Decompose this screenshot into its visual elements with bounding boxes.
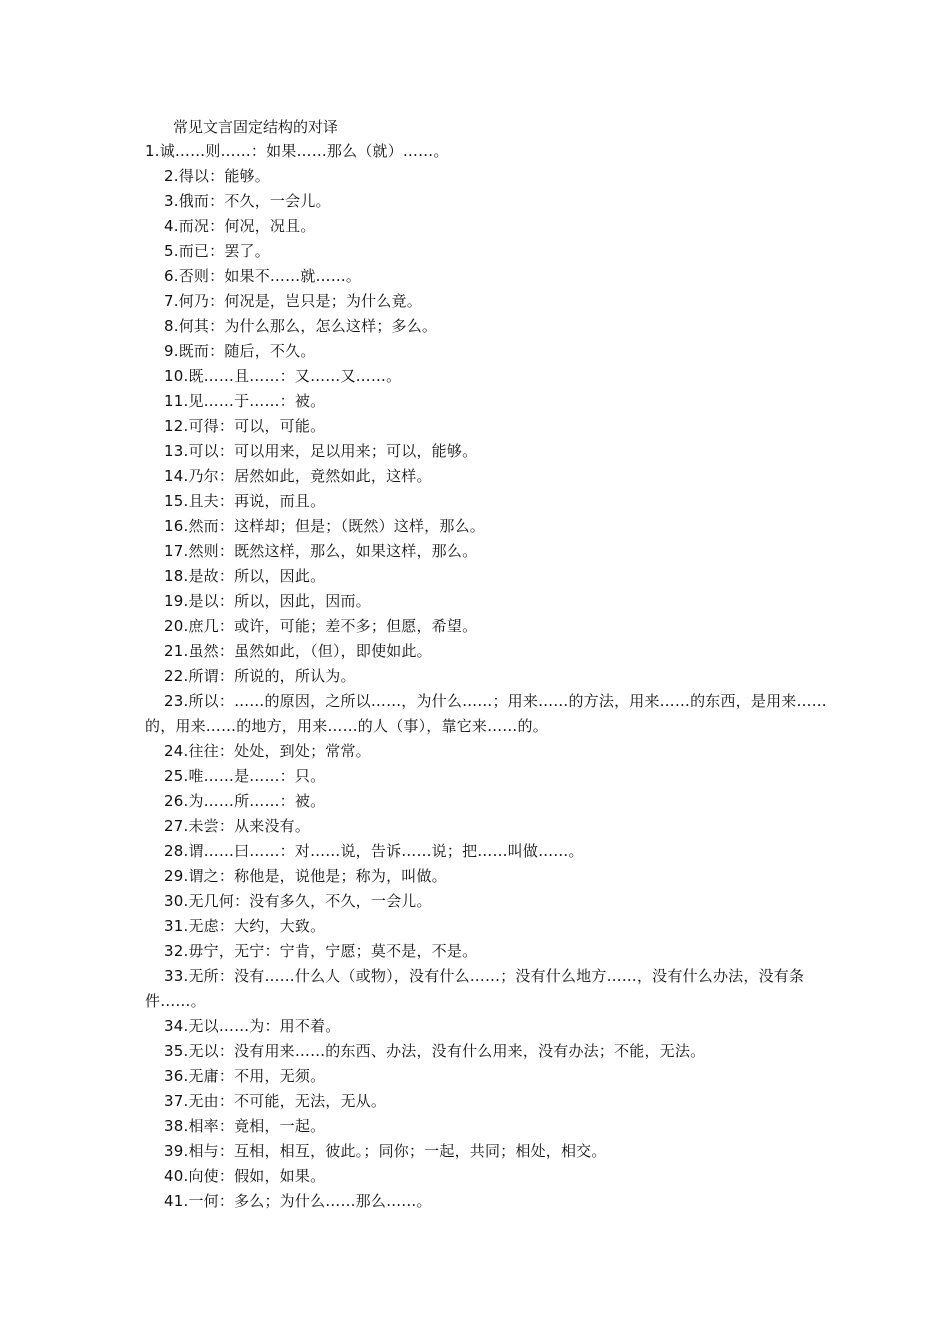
list-item xyxy=(145,664,835,689)
entry-text: 然而：这样却；但是；（既然）这样，那么。 xyxy=(188,517,485,535)
entry-number: 14. xyxy=(164,467,189,485)
list-item xyxy=(145,839,835,864)
entry-number: 33. xyxy=(164,967,189,985)
entry-text: 何乃：何况是，岂只是；为什么竟。 xyxy=(178,292,422,310)
list-item xyxy=(145,764,835,789)
entry-number: 35. xyxy=(164,1042,189,1060)
entry-text: 诚……则……：如果……那么（就）……。 xyxy=(159,142,449,160)
list-item xyxy=(145,139,835,164)
entry-text: 无庸：不用，无须。 xyxy=(188,1067,326,1085)
entry-number: 29. xyxy=(164,867,189,885)
list-item xyxy=(145,489,835,514)
list-item xyxy=(145,1114,835,1139)
list-item xyxy=(145,239,835,264)
list-item xyxy=(145,614,835,639)
list-item xyxy=(145,814,835,839)
entry-text: 可得：可以，可能。 xyxy=(188,417,326,435)
list-item xyxy=(145,439,835,464)
entry-text: 虽然：虽然如此，（但），即使如此。 xyxy=(188,642,432,660)
entry-text: 谓……曰……：对……说，告诉……说；把……叫做……。 xyxy=(188,842,584,860)
entry-number: 38. xyxy=(164,1117,189,1135)
entry-text: 相率：竟相，一起。 xyxy=(188,1117,326,1135)
entry-text: 谓之：称他是，说他是；称为，叫做。 xyxy=(188,867,447,885)
list-item xyxy=(145,964,835,1014)
list-item xyxy=(145,939,835,964)
entry-number: 28. xyxy=(164,842,189,860)
entry-text: 而已：罢了。 xyxy=(178,242,270,260)
entry-list xyxy=(145,139,835,1214)
entry-number: 39. xyxy=(164,1142,189,1160)
entry-text: 唯……是……：只。 xyxy=(188,767,326,785)
list-item xyxy=(145,1014,835,1039)
entry-number: 22. xyxy=(164,667,189,685)
entry-number: 37. xyxy=(164,1092,189,1110)
entry-text: 所以：……的原因，之所以……，为什么……；用来……的方法，用来……的东西，是用来……的，用来……的地方，用来……的人（事），靠它来……的。 xyxy=(145,692,827,735)
entry-number: 34. xyxy=(164,1017,189,1035)
list-item xyxy=(145,464,835,489)
entry-number: 31. xyxy=(164,917,189,935)
entry-number: 4. xyxy=(164,217,179,235)
entry-number: 8. xyxy=(164,317,179,335)
list-item xyxy=(145,689,835,739)
entry-text: 得以：能够。 xyxy=(178,167,270,185)
entry-text: 何其：为什么那么，怎么这样；多么。 xyxy=(178,317,438,335)
entry-number: 23. xyxy=(164,692,189,710)
list-item xyxy=(145,314,835,339)
list-item xyxy=(145,289,835,314)
entry-text: 既而：随后，不久。 xyxy=(178,342,316,360)
list-item xyxy=(145,589,835,614)
list-item xyxy=(145,214,835,239)
entry-number: 25. xyxy=(164,767,189,785)
entry-number: 3. xyxy=(164,192,179,210)
entry-number: 6. xyxy=(164,267,179,285)
list-item xyxy=(145,639,835,664)
entry-text: 俄而：不久，一会儿。 xyxy=(178,192,331,210)
entry-text: 无所：没有……什么人（或物），没有什么……；没有什么地方……，没有什么办法，没有条件……。 xyxy=(145,967,805,1010)
list-item xyxy=(145,1089,835,1114)
list-item xyxy=(145,1139,835,1164)
entry-text: 相与：互相，相互，彼此。；同你；一起，共同；相处，相交。 xyxy=(188,1142,607,1160)
entry-text: 且夫：再说，而且。 xyxy=(188,492,326,510)
entry-number: 41. xyxy=(164,1192,189,1210)
entry-number: 16. xyxy=(164,517,189,535)
entry-text: 可以：可以用来，足以用来；可以，能够。 xyxy=(188,442,478,460)
entry-number: 40. xyxy=(164,1167,189,1185)
entry-text: 无由：不可能，无法，无从。 xyxy=(188,1092,387,1110)
list-item xyxy=(145,1189,835,1214)
entry-number: 18. xyxy=(164,567,189,585)
list-item xyxy=(145,264,835,289)
entry-text: 否则：如果不……就……。 xyxy=(178,267,362,285)
list-item xyxy=(145,339,835,364)
entry-number: 17. xyxy=(164,542,189,560)
entry-number: 24. xyxy=(164,742,189,760)
document-title: 常见文言固定结构的对译 xyxy=(173,118,339,136)
entry-number: 13. xyxy=(164,442,189,460)
entry-number: 10. xyxy=(164,367,189,385)
entry-number: 19. xyxy=(164,592,189,610)
entry-text: 然则：既然这样，那么，如果这样，那么。 xyxy=(188,542,478,560)
entry-text: 乃尔：居然如此，竟然如此，这样。 xyxy=(188,467,432,485)
entry-text: 一何：多么；为什么……那么……。 xyxy=(188,1192,432,1210)
entry-number: 5. xyxy=(164,242,179,260)
entry-number: 11. xyxy=(164,392,189,410)
entry-text: 未尝：从来没有。 xyxy=(188,817,311,835)
list-item xyxy=(145,914,835,939)
entry-number: 9. xyxy=(164,342,179,360)
list-item xyxy=(145,189,835,214)
entry-number: 30. xyxy=(164,892,189,910)
list-item xyxy=(145,389,835,414)
entry-text: 见……于……：被。 xyxy=(188,392,326,410)
entry-text: 向使：假如，如果。 xyxy=(188,1167,326,1185)
list-item xyxy=(145,1164,835,1189)
entry-text: 是以：所以，因此，因而。 xyxy=(188,592,371,610)
entry-text: 为……所……：被。 xyxy=(188,792,326,810)
entry-number: 36. xyxy=(164,1067,189,1085)
list-item xyxy=(145,739,835,764)
entry-number: 27. xyxy=(164,817,189,835)
list-item xyxy=(145,789,835,814)
entry-text: 而况：何况，况且。 xyxy=(178,217,316,235)
list-item xyxy=(145,564,835,589)
list-item xyxy=(145,414,835,439)
entry-number: 1. xyxy=(145,142,160,160)
list-item xyxy=(145,539,835,564)
entry-text: 无以……为：用不着。 xyxy=(188,1017,341,1035)
entry-text: 是故：所以，因此。 xyxy=(188,567,326,585)
entry-text: 庶几：或许，可能；差不多；但愿，希望。 xyxy=(188,617,478,635)
entry-text: 无以：没有用来……的东西、办法，没有什么用来，没有办法；不能，无法。 xyxy=(188,1042,706,1060)
entry-number: 20. xyxy=(164,617,189,635)
entry-text: 所谓：所说的，所认为。 xyxy=(188,667,356,685)
entry-number: 15. xyxy=(164,492,189,510)
list-item xyxy=(145,1064,835,1089)
list-item xyxy=(145,1039,835,1064)
entry-number: 21. xyxy=(164,642,189,660)
list-item xyxy=(145,864,835,889)
entry-number: 2. xyxy=(164,167,179,185)
entry-text: 既……且……：又……又……。 xyxy=(188,367,402,385)
list-item xyxy=(145,889,835,914)
entry-number: 12. xyxy=(164,417,189,435)
list-item xyxy=(145,164,835,189)
entry-number: 26. xyxy=(164,792,189,810)
list-item xyxy=(145,514,835,539)
list-item xyxy=(145,364,835,389)
entry-number: 32. xyxy=(164,942,189,960)
entry-text: 无几何：没有多久，不久，一会儿。 xyxy=(188,892,432,910)
entry-text: 无虑：大约，大致。 xyxy=(188,917,326,935)
entry-number: 7. xyxy=(164,292,179,310)
entry-text: 往往：处处，到处；常常。 xyxy=(188,742,371,760)
entry-text: 毋宁，无宁：宁肯，宁愿；莫不是，不是。 xyxy=(188,942,478,960)
